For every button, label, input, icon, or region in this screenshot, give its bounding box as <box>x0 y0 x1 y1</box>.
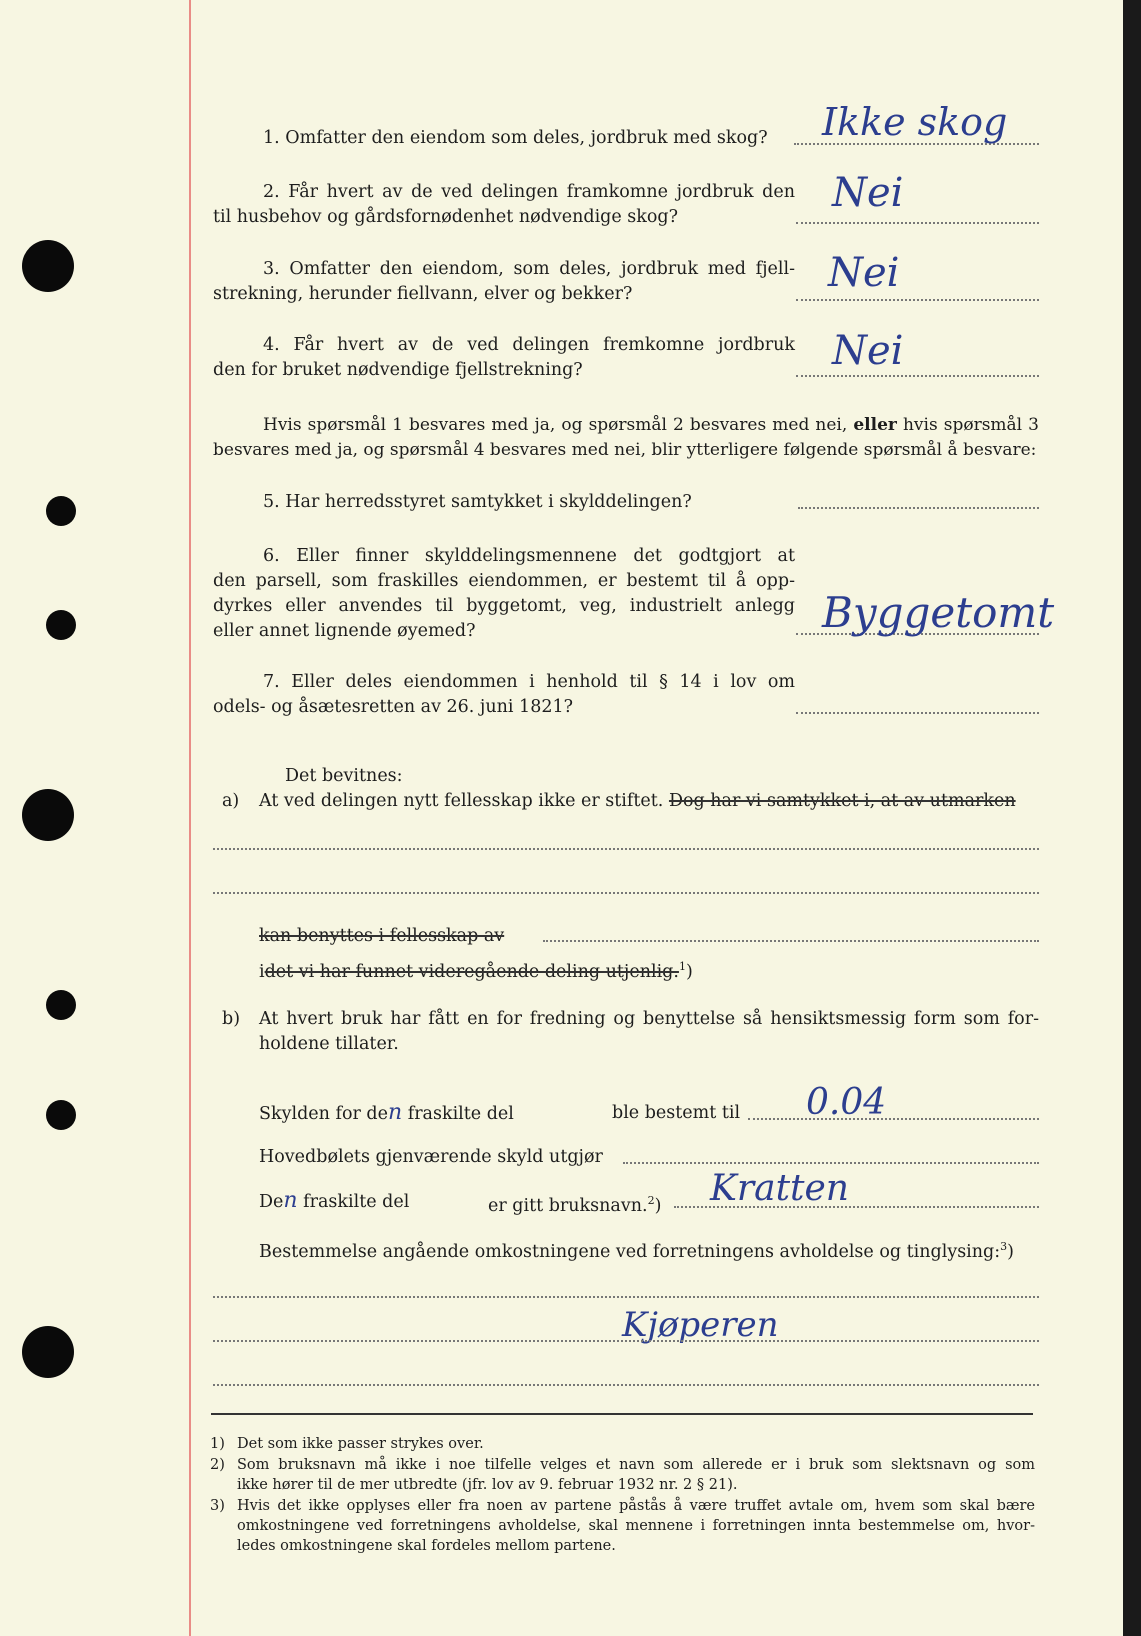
struck-line-fellesskap: kan benyttes i fellesskap av <box>259 926 505 946</box>
hovedbol-label: Hovedbølets gjenværende skyld utgjør <box>259 1147 603 1167</box>
footnote-rule <box>211 1413 1033 1415</box>
answer-1-handwritten: Ikke skog <box>822 100 1008 144</box>
attest-b-line1: At hvert bruk har fått en for fredning og benyttelse så hensiktsmessig form som for- <box>259 1009 1039 1029</box>
question-3-line1: 3. Omfatter den eiendom, som deles, jordbruk med fjell- <box>263 259 795 279</box>
blank-line <box>213 892 1039 894</box>
question-7-line1: 7. Eller deles eiendommen i henhold til § 14 i lov om <box>263 672 795 692</box>
answer-6-handwritten: Byggetomt <box>822 588 1055 637</box>
punch-hole <box>46 1100 76 1130</box>
bruksnavn-value-handwritten: Kratten <box>710 1168 849 1209</box>
answer-2-handwritten: Nei <box>832 170 904 216</box>
struck-line-deling: idet vi har funnet videregående deling utjenlig.$^1$) <box>259 960 693 982</box>
punch-hole <box>22 240 74 292</box>
question-2-line1: 2. Får hvert av de ved delingen framkomne jordbruk den <box>263 182 795 202</box>
footnote-1-line1: Det som ikke passer strykes over. <box>237 1436 484 1452</box>
answer-line <box>796 375 1039 377</box>
question-3-line2: strekning, herunder fiellvann, elver og bekker? <box>213 284 633 304</box>
punch-hole <box>46 990 76 1020</box>
question-4-line1: 4. Får hvert av de ved delingen fremkomne jordbruk <box>263 335 795 355</box>
question-6-line2: den parsell, som fraskilles eiendommen, er bestemt til å opp- <box>213 571 795 591</box>
question-7-line2: odels- og åsætesretten av 26. juni 1821? <box>213 697 573 717</box>
blank-line <box>543 940 1039 942</box>
attest-heading: Det bevitnes: <box>285 766 403 786</box>
attest-b-label: b) <box>222 1009 241 1029</box>
question-6-line1: 6. Eller finner skylddelingsmennene det godtgjort at <box>263 546 795 566</box>
answer-line <box>798 507 1039 509</box>
omkostning-value-handwritten: Kjøperen <box>622 1305 779 1345</box>
question-1: 1. Omfatter den eiendom som deles, jordbruk med skog? <box>263 128 768 148</box>
attest-a-label: a) <box>222 791 240 811</box>
conditional-line2: besvares med ja, og spørsmål 4 besvares med nei, blir ytterligere følgende spørsmål å besvare: <box>213 440 1037 460</box>
blank-line <box>213 1384 1039 1386</box>
question-5: 5. Har herredsstyret samtykket i skylddelingen? <box>263 492 692 512</box>
footnote-3-line1: Hvis det ikke opplyses eller fra noen av partene påstås å være truffet avtale om, hvem som skal bære <box>237 1498 1035 1514</box>
attest-b-line2: holdene tillater. <box>259 1034 399 1054</box>
attest-a-text: At ved delingen nytt fellesskap ikke er stiftet. Dog har vi samtykket i, at av utmarken <box>259 791 1016 811</box>
punch-hole <box>22 789 74 841</box>
punch-hole <box>46 496 76 526</box>
bruksnavn-label-2: er gitt bruksnavn.$^2$) <box>488 1194 662 1216</box>
footnote-1-mark: 1) <box>210 1436 225 1452</box>
conditional-line1: Hvis spørsmål 1 besvares med ja, og spørsmål 2 besvares med nei, eller hvis spørsmål 3 <box>263 415 1040 435</box>
question-2-line2: til husbehov og gårdsfornødenhet nødvendige skog? <box>213 207 678 227</box>
blank-line <box>213 1296 1039 1298</box>
question-6-line3: dyrkes eller anvendes til byggetomt, veg, industrielt anlegg <box>213 596 795 616</box>
answer-line <box>796 712 1039 714</box>
answer-line <box>748 1118 1039 1120</box>
skyld-handwritten-suffix: n <box>387 1100 403 1125</box>
footnote-3-line3: ledes omkostningene skal fordeles mellom partene. <box>237 1538 616 1554</box>
punch-hole <box>22 1326 74 1378</box>
blank-line <box>213 848 1039 850</box>
footnote-2-line2: ikke hører til de mer utbredte (jfr. lov av 9. februar 1932 nr. 2 § 21). <box>237 1477 738 1493</box>
blank-line <box>213 1340 1039 1342</box>
question-6-line4: eller annet lignende øyemed? <box>213 621 476 641</box>
omkostning-label: Bestemmelse angående omkostningene ved forretningens avholdelse og tinglysing:$^3$) <box>259 1240 1014 1262</box>
footnote-3-line2: omkostningene ved forretningens avholdelse, skal mennene i forretningen innta bestemmelse om, hvor- <box>237 1518 1035 1534</box>
footnote-2-line1: Som bruksnavn må ikke i noe tilfelle velges et navn som allerede er i bruk som slektsnavn og som <box>237 1457 1035 1473</box>
skyld-label: Skylden for den fraskilte del <box>259 1100 514 1125</box>
skyld-label-2: ble bestemt til <box>612 1103 741 1123</box>
answer-3-handwritten: Nei <box>828 250 900 296</box>
footnote-3-mark: 3) <box>210 1498 225 1514</box>
answer-4-handwritten: Nei <box>832 328 904 374</box>
punch-hole <box>46 610 76 640</box>
answer-line <box>623 1162 1039 1164</box>
struck-text: Dog har vi samtykket i, at av utmarken <box>668 791 1016 811</box>
bruksnavn-label: Den fraskilte del <box>259 1188 410 1213</box>
question-4-line2: den for bruket nødvendige fjellstrekning? <box>213 360 583 380</box>
scan-edge <box>1123 0 1141 1636</box>
footnote-2-mark: 2) <box>210 1457 225 1473</box>
margin-rule <box>189 0 191 1636</box>
answer-line <box>796 222 1039 224</box>
skyld-value-handwritten: 0.04 <box>806 1082 887 1123</box>
answer-line <box>796 299 1039 301</box>
